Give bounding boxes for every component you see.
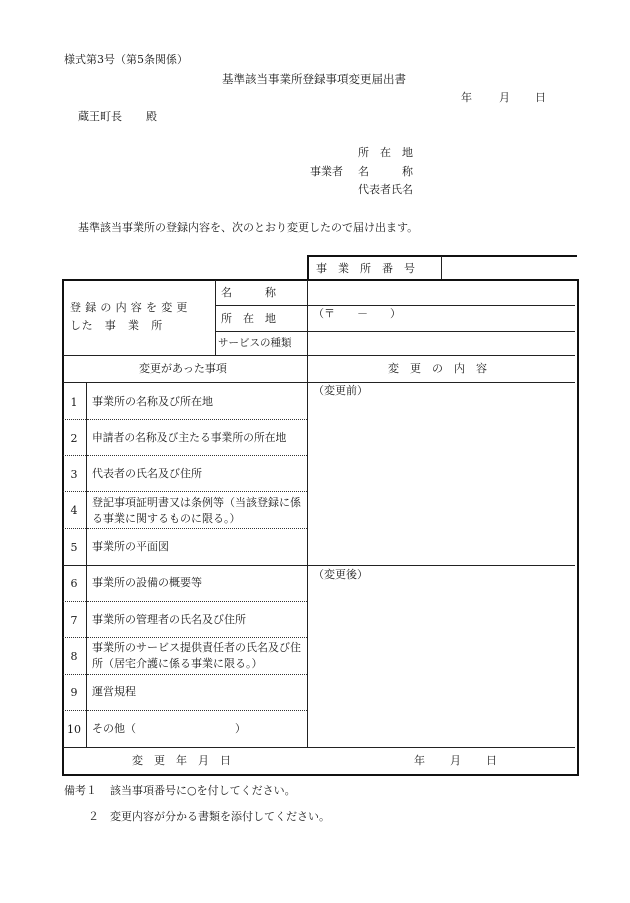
- form-title: 基準該当事業所登録事項変更届出書: [222, 72, 406, 86]
- item-text: 事業所の名称及び所在地: [92, 395, 213, 408]
- col-right-header: 変 更 の 内 容: [388, 362, 487, 375]
- item-number: 5: [70, 541, 78, 554]
- office-number-label: 事 業 所 番 号: [316, 262, 415, 275]
- item-text: 事業所のサービス提供責任者の氏名及び住所（居宅介護に係る事業に限る。）: [92, 641, 301, 670]
- note-1-label: 備考１: [64, 784, 97, 797]
- item-number: 4: [70, 504, 78, 517]
- applicant-representative-label: 代表者氏名: [358, 183, 413, 196]
- item-number: 3: [70, 468, 78, 481]
- item-text: 運営規程: [92, 685, 136, 698]
- item-text: その他（ ）: [92, 722, 246, 735]
- service-type-label: サービスの種類: [218, 337, 292, 349]
- office-name-field[interactable]: [309, 281, 573, 304]
- form-number: 様式第3号（第5条関係）: [64, 53, 188, 66]
- intro-text: 基準該当事業所の登録内容を、次のとおり変更したので届け出ます。: [78, 221, 419, 234]
- item-number: 2: [70, 432, 78, 445]
- date-month: 月: [499, 91, 510, 104]
- applicant-address-label: 所 在 地: [358, 146, 413, 159]
- item-number: 6: [70, 577, 78, 590]
- after-content-field[interactable]: [309, 584, 573, 745]
- date-year: 年: [461, 91, 472, 104]
- honorific: 殿: [146, 110, 157, 123]
- before-content-field[interactable]: [309, 400, 573, 563]
- date-day: 日: [535, 91, 546, 104]
- applicant-prefix: 事業者: [310, 165, 343, 178]
- col-left-header: 変更があった事項: [139, 362, 227, 375]
- item-text: 事業所の管理者の氏名及び住所: [92, 613, 246, 626]
- change-date-month: 月: [450, 754, 461, 767]
- item-text: 事業所の設備の概要等: [92, 576, 202, 589]
- change-date-day: 日: [486, 754, 497, 767]
- note-2-label: ２: [88, 810, 99, 823]
- registered-office-label-line1: 登録の内容を変更: [70, 301, 192, 314]
- service-type-field[interactable]: [309, 332, 573, 354]
- office-address-label: 所 在 地: [221, 312, 276, 325]
- item-text: 登記事項証明書又は条例等（当該登録に係る事業に関するものに限る。）: [92, 496, 301, 525]
- change-date-year: 年: [414, 754, 425, 767]
- change-date-label: 変 更 年 月 日: [132, 754, 231, 767]
- change-date-field[interactable]: [414, 755, 496, 767]
- before-label: （変更前）: [313, 384, 368, 397]
- applicant-name-label: 名 称: [358, 165, 413, 178]
- office-postal-code[interactable]: （〒 － ）: [313, 307, 401, 320]
- item-number: 9: [70, 686, 78, 699]
- item-number: 10: [67, 723, 81, 736]
- item-number: 1: [70, 396, 78, 409]
- registered-office-label-line2: した 事 業 所: [70, 319, 163, 332]
- addressee: 蔵王町長: [78, 110, 122, 123]
- item-text: 申請者の名称及び主たる事業所の所在地: [92, 431, 287, 444]
- item-text: 事業所の平面図: [92, 540, 169, 553]
- after-label: （変更後）: [313, 568, 368, 581]
- office-name-label: 名 称: [221, 286, 276, 299]
- item-number: 7: [70, 614, 78, 627]
- office-number-field[interactable]: [443, 257, 574, 279]
- note-1-text: 該当事項番号に○を付してください。: [110, 784, 296, 797]
- note-2-text: 変更内容が分かる書類を添付してください。: [110, 810, 330, 823]
- item-number: 8: [70, 650, 78, 663]
- item-text: 代表者の氏名及び住所: [92, 467, 202, 480]
